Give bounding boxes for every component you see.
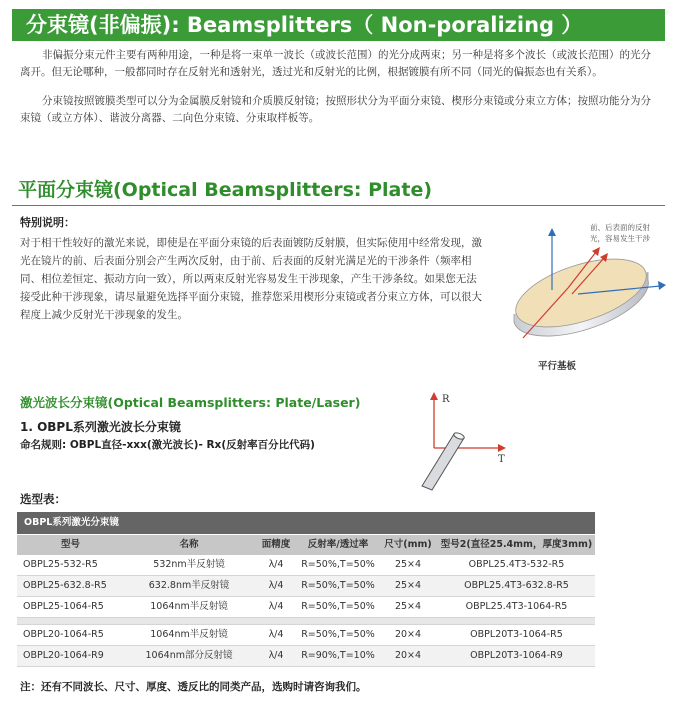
cell-rt: R=90%,T=10% xyxy=(301,650,375,661)
col-header-model2: 型号2(直径25.4mm，厚度3mm) xyxy=(440,539,593,550)
cell-size: 25×4 xyxy=(394,580,422,591)
cell-flatness: λ/4 xyxy=(268,650,284,661)
table-row xyxy=(17,555,595,576)
selection-label: 选型表： xyxy=(20,492,66,506)
cell-flatness: λ/4 xyxy=(268,601,284,612)
cell-name: 532nm半反射镜 xyxy=(153,559,225,570)
cell-model2: OBPL25.4T3-532-R5 xyxy=(468,559,565,570)
col-header-flatness: 面精度 xyxy=(261,539,291,550)
cell-rt: R=50%,T=50% xyxy=(301,580,375,591)
cell-model: OBPL20-1064-R9 xyxy=(23,650,104,661)
laser-section-title: 激光波长分束镜(Optical Beamsplitters: Plate/Laser) xyxy=(20,395,361,410)
cell-size: 20×4 xyxy=(394,650,422,661)
cell-model2: OBPL20T3-1064-R5 xyxy=(470,629,563,640)
cell-name: 1064nm部分反射镜 xyxy=(145,650,233,661)
banner-title: 分束镜(非偏振): Beamsplitters（ Non-poralizing ） xyxy=(26,13,583,37)
r-arrow xyxy=(430,392,438,448)
special-note-text: 对于相干性较好的激光来说，即使是在平面分束镜的后表面镀防反射膜，但实际使用中经常发现，激光在镜片的前、后表面分别会产生两次反射，由于前、后表面的反射光满足光的干涉条件（频率相同、相位差恒定、振动方向一致），所以两束反射光容易发生干涉现象，产生干涉条纹。如果您无法接受此种干涉现象，请尽量避免选择平面分束镜，推荐您采用楔形分束镜或者分束立方体，可以很大程度上减少反射光干涉现象的发生。 xyxy=(20,237,482,321)
cell-model: OBPL25-632.8-R5 xyxy=(23,580,107,591)
cell-flatness: λ/4 xyxy=(268,580,284,591)
cell-flatness: λ/4 xyxy=(268,559,284,570)
table-row xyxy=(17,625,595,646)
table-title: OBPL系列激光分束镜 xyxy=(17,512,595,534)
figure-caption: 平行基板 xyxy=(538,361,577,372)
cell-model2: OBPL25.4T3-632.8-R5 xyxy=(464,580,569,591)
cell-size: 25×4 xyxy=(394,559,422,570)
table-separator xyxy=(17,618,595,625)
section-title: 平面分束镜(Optical Beamsplitters: Plate) xyxy=(18,179,433,201)
intro-paragraph-1: 非偏振分束元件主要有两种用途，一种是将一束单一波长（或波长范围）的光分成两束；另一种是将多个波长（或波长范围）的光分离开。但无论哪种，一般都同时存在反射光和透射光，透过光和反射光的比例，根据镀膜有所不同（同光的偏振态也有关系）。 xyxy=(20,49,651,78)
cell-flatness: λ/4 xyxy=(268,629,284,640)
figure-note: 前、后表面的反射 光，容易发生干涉 xyxy=(590,223,650,243)
obpl-series-title: 1. OBPL系列激光波长分束镜 xyxy=(20,420,181,434)
mirror-rt-figure xyxy=(412,386,512,498)
plate-disk xyxy=(508,245,654,340)
cell-model: OBPL25-532-R5 xyxy=(23,559,98,570)
cell-name: 1064nm半反射镜 xyxy=(150,629,228,640)
table-row xyxy=(17,646,595,667)
col-header-model: 型号 xyxy=(60,539,80,550)
col-header-size: 尺寸(mm) xyxy=(384,539,432,550)
cell-model2: OBPL25.4T3-1064-R5 xyxy=(465,601,568,612)
footer-note: 注：还有不同波长、尺寸、厚度、透反比的同类产品，选购时请咨询我们。 xyxy=(20,681,367,693)
selection-table xyxy=(17,512,595,667)
cell-size: 20×4 xyxy=(394,629,422,640)
table-row xyxy=(17,576,595,597)
parallel-plate-figure xyxy=(508,218,668,373)
cell-model: OBPL25-1064-R5 xyxy=(23,601,104,612)
cell-name: 1064nm半反射镜 xyxy=(150,601,228,612)
table-header-row xyxy=(17,534,595,555)
mirror-plate xyxy=(422,432,465,490)
intro-paragraph-2: 分束镜按照镀膜类型可以分为金属膜反射镜和介质膜反射镜；按照形状分为平面分束镜、楔形分束镜或分束立方体；按照功能分为分束镜（或立方体）、谐波分离器、二向色分束镜、分束取样板等。 xyxy=(20,95,651,124)
cell-rt: R=50%,T=50% xyxy=(301,601,375,612)
cell-model2: OBPL20T3-1064-R9 xyxy=(470,650,563,661)
cell-size: 25×4 xyxy=(394,601,422,612)
table-row xyxy=(17,597,595,618)
cell-model: OBPL20-1064-R5 xyxy=(23,629,104,640)
special-note-label: 特别说明： xyxy=(20,216,75,229)
naming-rule: 命名规则: OBPL直径-xxx(激光波长)- Rx(反射率百分比代码) xyxy=(20,439,315,451)
cell-name: 632.8nm半反射镜 xyxy=(148,580,230,591)
r-label: R xyxy=(442,394,450,405)
col-header-name: 名称 xyxy=(179,539,199,550)
cell-rt: R=50%,T=50% xyxy=(301,559,375,570)
section-divider xyxy=(12,205,665,206)
cell-rt: R=50%,T=50% xyxy=(301,629,375,640)
t-label: T xyxy=(498,454,505,465)
section-banner xyxy=(12,9,665,41)
col-header-rt: 反射率/透过率 xyxy=(307,539,369,550)
